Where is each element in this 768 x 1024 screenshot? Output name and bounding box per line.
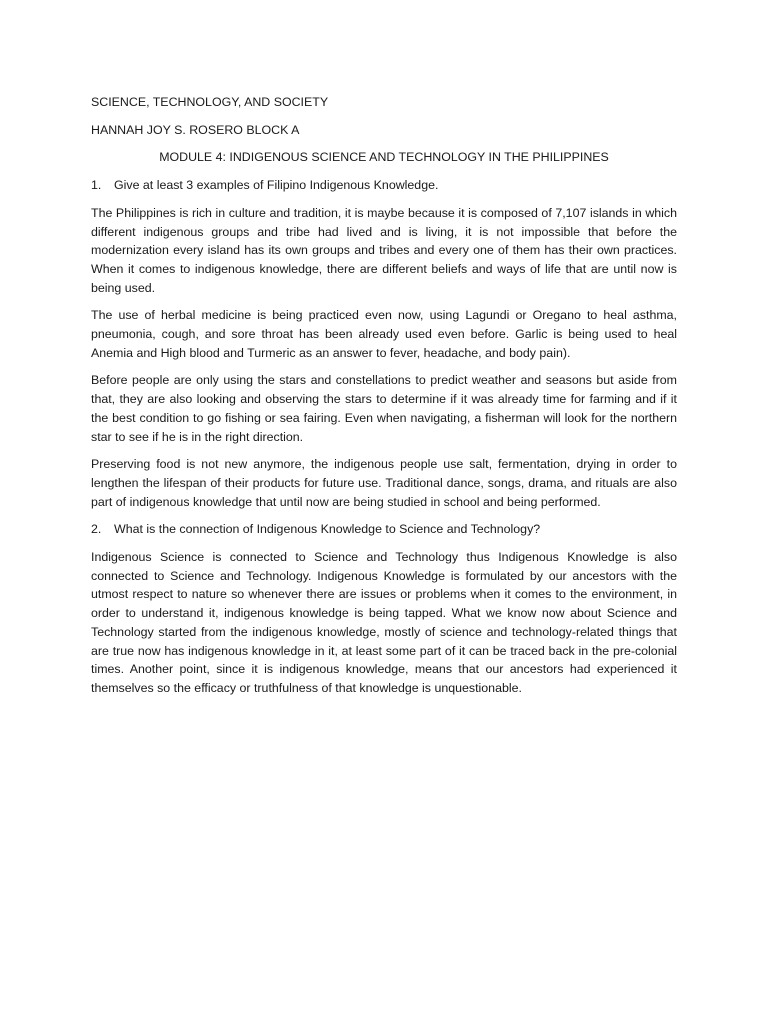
answer-1-paragraph: The Philippines is rich in culture and tradition, it is maybe because it is composed of 7,107 islands in which different indigenous groups and tribe had lived and is living, it is not impossible that before the modernization every island has its own groups and tribes and every one of them has their own practices. When it comes to indigenous knowledge, there are different beliefs and ways of life that are until now is being used. (91, 205, 677, 295)
answer-1-paragraph: Before people are only using the stars and constellations to predict weather and seasons but aside from that, they are also looking and observing the stars to determine if it was already time for farming and if it the best condition to go fishing or sea fairing. Even when navigating, a fisherman will look for the northern star to see if he is in the right direction. (91, 373, 677, 444)
answer-2-paragraph: Indigenous Science is connected to Science and Technology thus Indigenous Knowledge is also connected to Science and Technology. Indigenous Knowledge is formulated by our ancestors with the utmost respect to nature so whenever there are issues or problems when it comes to the environment, in order to understand it, indigenous knowledge is being tapped. What we know now about Science and Technology started from the indigenous knowledge, mostly of science and technology-related things that are true now has indigenous knowledge in it, at least some part of it can be traced back in the pre-colonial times. Another point, since it is indigenous knowledge, means that our ancestors had experienced it themselves so the efficacy or truthfulness of that knowledge is unquestionable. (91, 550, 677, 695)
module-title: MODULE 4: INDIGENOUS SCIENCE AND TECHNOLOGY IN THE PHILIPPINES (159, 150, 609, 165)
answer-1-paragraph: Preserving food is not new anymore, the indigenous people use salt, fermentation, drying in order to lengthen the lifespan of their products for future use. Traditional dance, songs, drama, and rituals are also part of indigenous knowledge that until now are being studied in school and being performed. (91, 457, 677, 509)
answer-1-paragraph: The use of herbal medicine is being practiced even now, using Lagundi or Oregano to heal asthma, pneumonia, cough, and sore throat has been already used even before. Garlic is being used to heal Anemia and High blood and Turmeric as an answer to fever, headache, and body pain). (91, 308, 677, 360)
question-2-number: 2. (91, 522, 102, 537)
question-1-text: Give at least 3 examples of Filipino Indigenous Knowledge. (114, 178, 439, 193)
question-2-text: What is the connection of Indigenous Knowledge to Science and Technology? (114, 522, 541, 537)
document-body (91, 93, 677, 707)
question-1 (91, 176, 677, 195)
question-1-number: 1. (91, 178, 102, 193)
course-title: SCIENCE, TECHNOLOGY, AND SOCIETY (91, 95, 329, 109)
question-2 (91, 520, 677, 539)
author-line: HANNAH JOY S. ROSERO BLOCK A (91, 122, 300, 137)
